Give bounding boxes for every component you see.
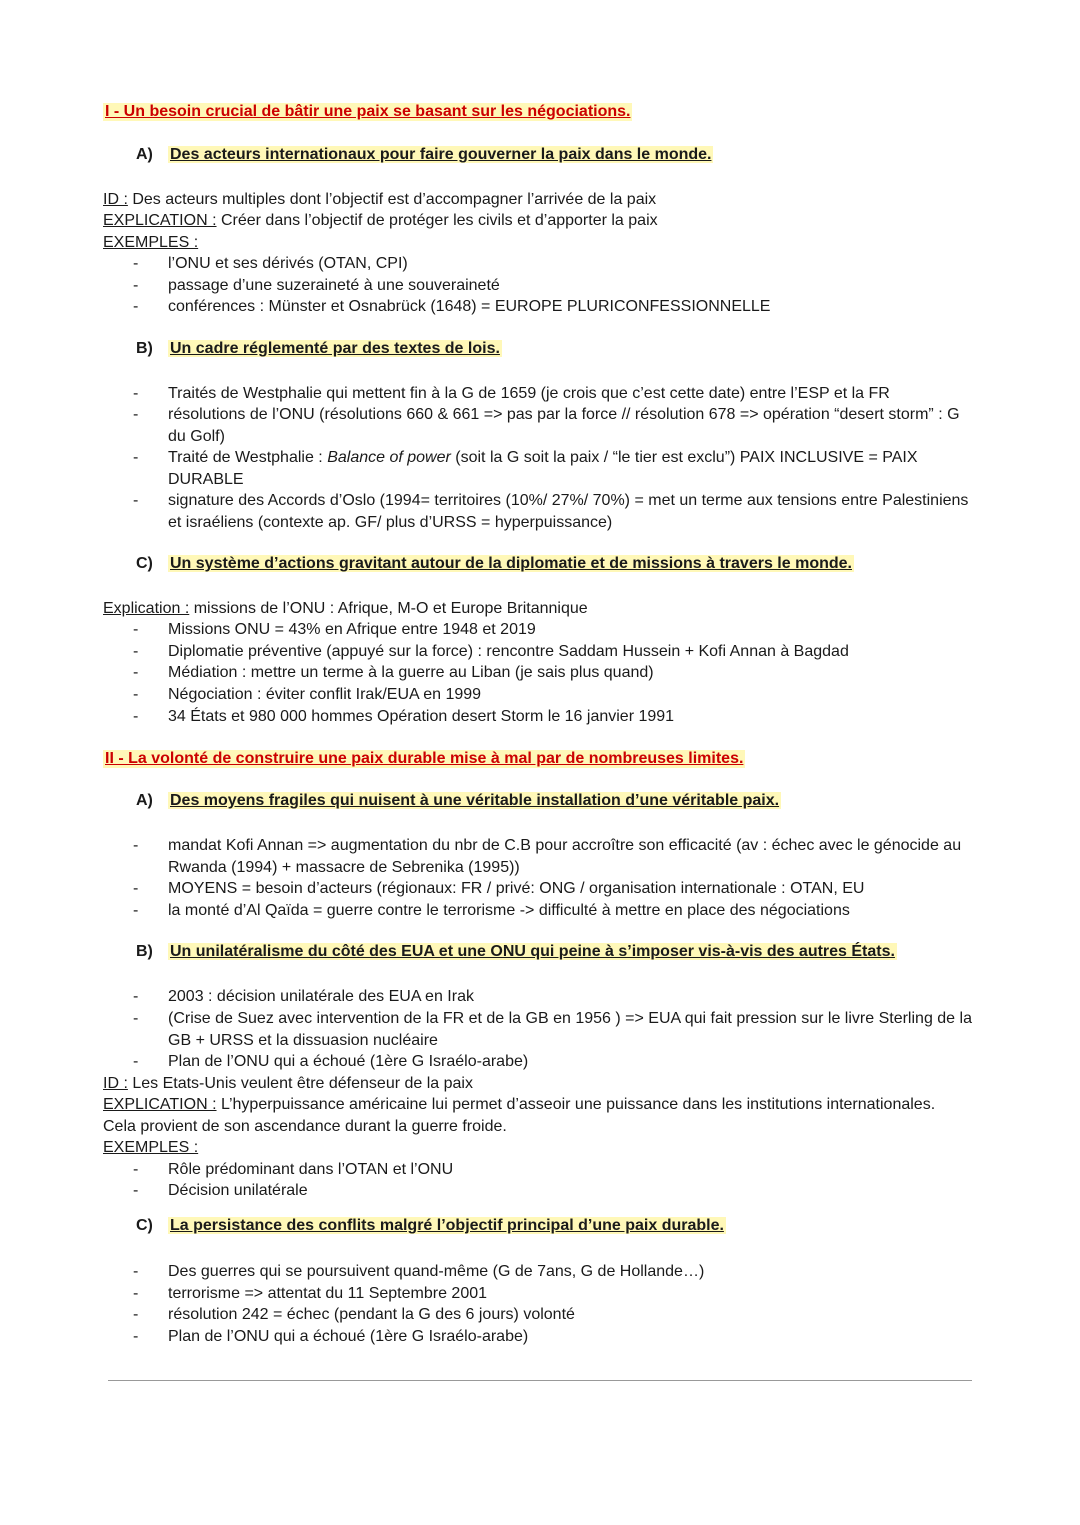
list-item: - résolution 242 = échec (pendant la G des 6 jours) volonté (133, 1306, 575, 1323)
list-item: - conférences : Münster et Osnabrück (1648) = EUROPE PLURICONFESSIONNELLE (133, 298, 771, 315)
subsection-2b-letter: B) (136, 943, 153, 960)
list-item: - Traités de Westphalie qui mettent fin à la G de 1659 (je crois que c’est cette date) entre l’ESP et la FR (133, 385, 890, 402)
list-item: - Plan de l’ONU qui a échoué (1ère G Israélo-arabe) (133, 1328, 529, 1345)
list-item: - terrorisme => attentat du 11 Septembre 2001 (133, 1285, 488, 1302)
horizontal-divider (108, 1380, 972, 1381)
explication-label: Explication : (103, 600, 190, 617)
s2b-ex-line (103, 1137, 198, 1158)
subsection-1a-heading (136, 146, 713, 164)
id-text: Des acteurs multiples dont l’objectif est d’accompagner l’arrivée de la paix (127, 191, 657, 208)
list-item: - passage d’une suzeraineté à une souveraineté (133, 277, 500, 294)
s2b-expl-line-2: Cela provient de son ascendance durant la guerre froide. (103, 1118, 507, 1135)
list-item: - signature des Accords d’Oslo (1994= territoires (10%/ 27%/ 70%) = met un terme aux tensions entre Palestiniens et israéliens (contexte ap. GF/ plus d’URSS = hyperpuissance) (133, 492, 969, 531)
list-item: - 2003 : décision unilatérale des EUA en Irak (133, 988, 474, 1005)
list-item: - Missions ONU = 43% en Afrique entre 1948 et 2019 (133, 621, 536, 638)
list-item: - (Crise de Suez avec intervention de la FR et de la GB en 1956 ) => EUA qui fait pression sur le livre Sterling de la GB + URSS et la dissuasion nucléaire (133, 1010, 972, 1049)
subsection-2c-heading (136, 1217, 726, 1235)
explication-text: Créer dans l’objectif de protéger les civils et d’apporter la paix (216, 212, 658, 229)
s1a-id-line (103, 189, 656, 210)
subsection-1b-title: Un cadre réglementé par des textes de lois. (170, 340, 500, 357)
list-item: - résolutions de l’ONU (résolutions 660 & 661 => pas par la force // résolution 678 => opération “desert storm” : G du Golf) (133, 406, 960, 445)
s2b-id-line (103, 1073, 473, 1094)
subsection-1c-title: Un système d’actions gravitant autour de la diplomatie et de missions à travers le monde. (170, 555, 852, 572)
subsection-1b-heading (136, 340, 502, 358)
list-item: - Négociation : éviter conflit Irak/EUA en 1999 (133, 686, 482, 703)
section-1-title: I - Un besoin crucial de bâtir une paix se basant sur les négociations. (105, 103, 631, 120)
list-item: - 34 États et 980 000 hommes Opération desert Storm le 16 janvier 1991 (133, 708, 675, 725)
explication-text: L’hyperpuissance américaine lui permet d’asseoir une puissance dans les institutions internationales. (216, 1096, 936, 1113)
section-2-title: II - La volonté de construire une paix durable mise à mal par de nombreuses limites. (105, 750, 744, 767)
subsection-2c-letter: C) (136, 1217, 153, 1234)
list-item: - mandat Kofi Annan => augmentation du nbr de C.B pour accroître son efficacité (av : échec avec le génocide au Rwanda (1994) + massacre de Sebrenika (1995)) (133, 837, 962, 876)
s1c-expl-line (103, 598, 588, 619)
list-item: - Des guerres qui se poursuivent quand-même (G de 7ans, G de Hollande…) (133, 1263, 705, 1280)
explication-label: EXPLICATION : (103, 1096, 217, 1113)
list-item: - Décision unilatérale (133, 1182, 308, 1199)
subsection-1c-letter: C) (136, 555, 153, 572)
subsection-2a-heading (136, 792, 781, 810)
exemples-label: EXEMPLES : (103, 234, 199, 251)
subsection-1c-heading (136, 555, 854, 573)
list-item: - MOYENS = besoin d’acteurs (régionaux: FR / privé: ONG / organisation internationale : OTAN, EU (133, 880, 865, 897)
id-label: ID : (103, 1075, 128, 1092)
subsection-1a-letter: A) (136, 146, 153, 163)
id-text: Les Etats-Unis veulent être défenseur de la paix (127, 1075, 473, 1092)
subsection-2c-title: La persistance des conflits malgré l’objectif principal d’une paix durable. (170, 1217, 724, 1234)
subsection-2b-heading (136, 943, 897, 961)
list-item: - Diplomatie préventive (appuyé sur la force) : rencontre Saddam Hussein + Kofi Annan à Bagdad (133, 643, 849, 660)
subsection-2a-title: Des moyens fragiles qui nuisent à une véritable installation d’une véritable paix. (170, 792, 780, 809)
list-item: - Traité de Westphalie : Balance of power (soit la G soit la paix / “le tier est exclu”) PAIX INCLUSIVE = PAIX DURABLE (133, 449, 918, 488)
exemples-label: EXEMPLES : (103, 1139, 199, 1156)
subsection-2a-letter: A) (136, 792, 153, 809)
s1a-ex-line (103, 232, 198, 253)
list-item: - Médiation : mettre un terme à la guerre au Liban (je sais plus quand) (133, 664, 654, 681)
subsection-1b-letter: B) (136, 340, 153, 357)
list-item: - Plan de l’ONU qui a échoué (1ère G Israélo-arabe) (133, 1053, 529, 1070)
subsection-2b-title: Un unilatéralisme du côté des EUA et une ONU qui peine à s’imposer vis-à-vis des autres États. (170, 943, 895, 960)
balance-of-power-term: Balance of power (327, 449, 451, 466)
id-label: ID : (103, 191, 128, 208)
explication-text: missions de l’ONU : Afrique, M-O et Europe Britannique (189, 600, 588, 617)
subsection-1a-title: Des acteurs internationaux pour faire gouverner la paix dans le monde. (170, 146, 712, 163)
list-item: - la monté d’Al Qaïda = guerre contre le terrorisme -> difficulté à mettre en place des négociations (133, 902, 850, 919)
explication-label: EXPLICATION : (103, 212, 217, 229)
list-item: - Rôle prédominant dans l’OTAN et l’ONU (133, 1161, 454, 1178)
list-item: - l’ONU et ses dérivés (OTAN, CPI) (133, 255, 408, 272)
s1a-expl-line (103, 210, 658, 231)
s2b-expl-line (103, 1094, 935, 1115)
